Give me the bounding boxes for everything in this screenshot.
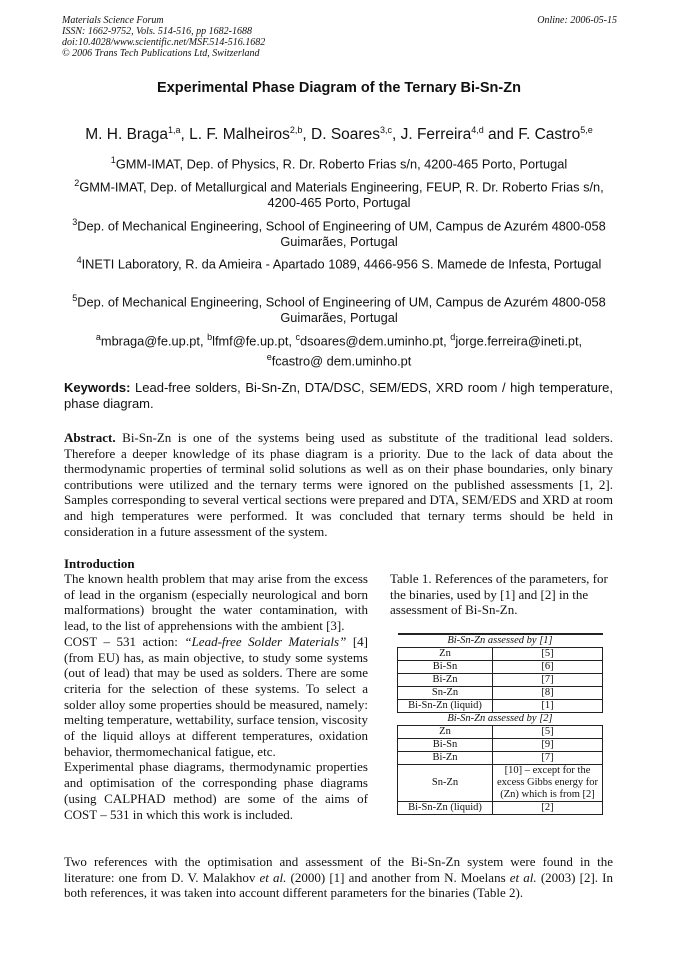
author-name: M. H. Braga <box>85 126 168 144</box>
email-link[interactable]: jorge.ferreira@ineti.pt, <box>455 333 583 349</box>
author-name: J. Ferreira <box>400 126 472 144</box>
system-cell: Zn <box>398 648 493 661</box>
online-date: Online: 2006-05-15 <box>537 15 617 26</box>
affiliation-5: $^5$Dep. of Mechanical Engineering, School of Engineering of UM, Campus de Azurém 4800-058 Guimarães, Portugal <box>72 293 606 326</box>
journal-name: Materials Science Forum <box>62 15 164 26</box>
system-cell: Bi-Zn <box>398 674 493 687</box>
author-affiliation-marker: 3,c <box>379 125 392 135</box>
email-link[interactable]: fcastro@ dem.uminho.pt <box>271 353 412 369</box>
affiliation-3: $^3$Dep. of Mechanical Engineering, School of Engineering of UM, Campus de Azurém 4800-058 Guimarães, Portugal <box>72 217 606 250</box>
doi: doi:10.4028/www.scientific.net/MSF.514-516.1682 <box>62 37 266 48</box>
system-cell: Bi-Sn-Zn (liquid) <box>398 700 493 713</box>
issn: ISSN: 1662-9752, Vols. 514-516, pp 1682-1688 <box>62 26 252 37</box>
keywords-text: Lead-free solders, Bi-Sn-Zn, DTA/DSC, SEM/EDS, XRD room / high temperature, phase diagram. <box>64 380 613 411</box>
affiliation-2: $^2$GMM-IMAT, Dep. of Metallurgical and Materials Engineering, FEUP, R. Dr. Roberto Frias s/n, 4200-465 Porto, Portugal <box>74 178 604 211</box>
table-row <box>398 739 603 752</box>
abstract <box>64 430 613 539</box>
reference-cell: [9] <box>493 739 603 752</box>
author-affiliation-marker: 1,a <box>167 125 181 135</box>
copyright: © 2006 Trans Tech Publications Ltd, Switzerland <box>62 48 260 59</box>
system-cell: Bi-Zn <box>398 752 493 765</box>
journal-header <box>62 15 617 59</box>
affiliation-1: $^1$GMM-IMAT, Dep. of Physics, R. Dr. Roberto Frias s/n, 4200-465 Porto, Portugal <box>110 155 568 172</box>
section-heading-introduction: Introduction <box>64 556 135 571</box>
introduction-column <box>64 571 368 822</box>
table-row <box>398 802 603 815</box>
affiliation-4: $^4$INETI Laboratory, R. da Amieira - Apartado 1089, 4466-956 S. Mamede de Infesta, Portugal <box>76 255 602 272</box>
system-cell: Bi-Sn-Zn (liquid) <box>398 802 493 815</box>
table-row <box>398 687 603 700</box>
email-link[interactable]: mbraga@fe.up.pt, <box>100 333 208 349</box>
keywords <box>64 380 613 412</box>
email-list: $^a$mbraga@fe.up.pt, $^b$lfmf@fe.up.pt, $^c$dsoares@dem.uminho.pt, $^d$jorge.ferreira@ineti.pt, $^e$fcastro@ dem.uminho.pt <box>95 332 583 369</box>
reference-cell: [5] <box>493 726 603 739</box>
system-cell: Sn-Zn <box>398 765 493 802</box>
reference-table <box>397 633 603 815</box>
email-link[interactable]: lfmf@fe.up.pt, <box>212 333 296 349</box>
abstract-text: Bi-Sn-Zn is one of the systems being used as substitute of the traditional lead solders. Therefore a deeper knowledge of its phase diagram is a priority. Due to the lack of data about the thermodynamic properties of terminal solid solutions as well as on their phase boundaries, only binary contributions were utilized and the ternary terms were ignored on the published assessments [1, 2]. Samples corresponding to several vertical sections were prepared and DTA, SEM/EDS and XRD at room and high temperatures were performed. It was concluded that ternary terms should be held in consideration in a future assessment of the system. <box>64 430 613 539</box>
author-affiliation-marker: 2,b <box>289 125 303 135</box>
table-row <box>398 752 603 765</box>
table-row <box>398 765 603 802</box>
paragraph: The known health problem that may arise from the excess of lead in the organism (especially neurological and born malformations) brought the water contamination, with lead, to the list of apprehensions with the ambient [3]. <box>64 571 368 634</box>
reference-cell: [5] <box>493 648 603 661</box>
table-caption: Table 1. References of the parameters, for the binaries, used by [1] and [2] in the assessment of Bi-Sn-Zn. <box>390 571 608 618</box>
paragraph: Experimental phase diagrams, thermodynamic properties and optimisation of the corresponding phase diagrams (using CALPHAD method) are some of the aims of COST – 531 in which this work is included. <box>64 759 368 822</box>
author-name: L. F. Malheiros <box>189 126 290 144</box>
table-group-heading: Bi-Sn-Zn assessed by [1] <box>398 634 603 648</box>
table-row <box>398 674 603 687</box>
author-affiliation-marker: 5,e <box>580 125 593 135</box>
system-cell: Zn <box>398 726 493 739</box>
author-affiliation-marker: 4,d <box>471 125 484 135</box>
reference-cell: [10] – except for the excess Gibbs energy for (Zn) which is from [2] <box>493 765 603 802</box>
reference-cell: [1] <box>493 700 603 713</box>
email-link[interactable]: dsoares@dem.uminho.pt, <box>300 333 451 349</box>
reference-cell: [2] <box>493 802 603 815</box>
author-name: D. Soares <box>311 126 380 144</box>
author-list: M. H. Braga$^{1,a}$, L. F. Malheiros$^{2,b}$, D. Soares$^{3,c}$, J. Ferreira$^{4,d}$ and F. Castro$^{5,e}$ <box>85 125 593 144</box>
abstract-label: Abstract. <box>64 430 116 445</box>
paper-title: Experimental Phase Diagram of the Ternary Bi-Sn-Zn <box>157 80 521 96</box>
system-cell: Sn-Zn <box>398 687 493 700</box>
reference-cell: [7] <box>493 674 603 687</box>
table-row <box>398 726 603 739</box>
reference-cell: [8] <box>493 687 603 700</box>
system-cell: Bi-Sn <box>398 661 493 674</box>
reference-cell: [6] <box>493 661 603 674</box>
paragraph: Two references with the optimisation and assessment of the Bi-Sn-Zn system were found in the literature: one from D. V. Malakhov et al. (2000) [1] and another from N. Moelans et al. (2003) [2]. In both references, it was taken into account different parameters for the binaries (Table 2). <box>64 854 613 901</box>
keywords-label: Keywords: <box>64 380 131 395</box>
reference-cell: [7] <box>493 752 603 765</box>
system-cell: Bi-Sn <box>398 739 493 752</box>
author-name: F. Castro <box>518 126 581 144</box>
table-row <box>398 700 603 713</box>
paragraph: COST – 531 action: “Lead-free Solder Materials” [4] (from EU) has, as main objective, to study some systems (out of lead) that may be used as solders. There are some criteria for the selection of these systems. To select a solder alloy some properties should be measured, namely: melting temperature, wettability, surface tension, viscosity of the liquid alloys at different temperatures, oxidation behavior, thermomechanical fatigue, etc. <box>64 633 368 759</box>
table-row <box>398 648 603 661</box>
table-group-heading: Bi-Sn-Zn assessed by [2] <box>398 713 603 726</box>
table-row <box>398 661 603 674</box>
